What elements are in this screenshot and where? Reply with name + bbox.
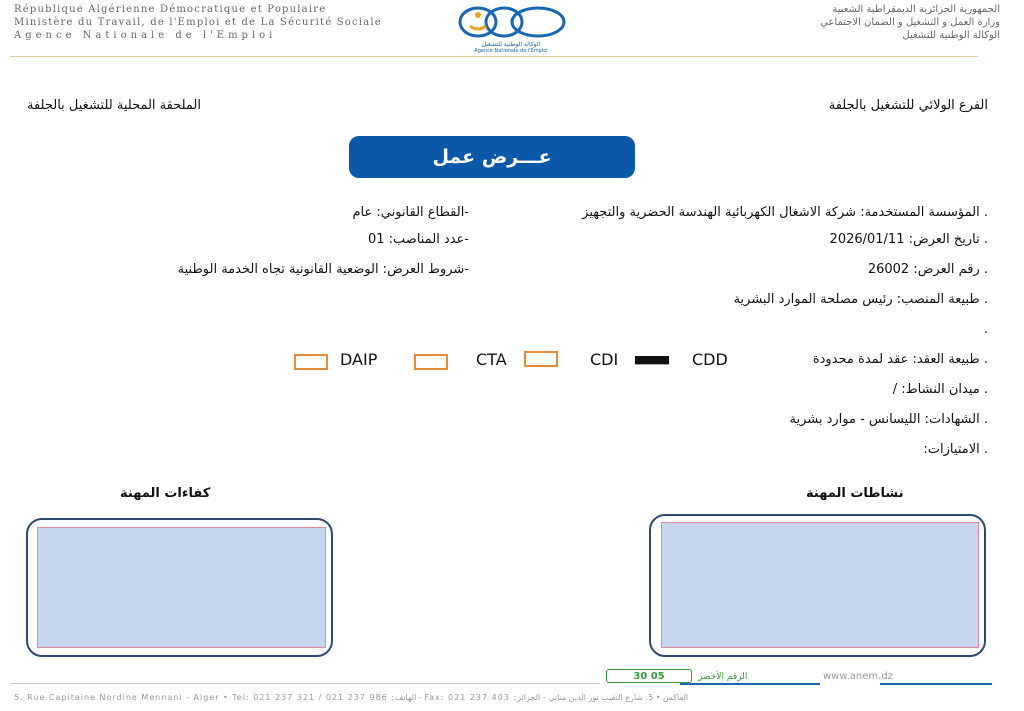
footer-line-mid: [680, 683, 820, 685]
header-ar-line-3: الوكالة الوطنية للتشغيل: [902, 30, 1000, 41]
field-position: . طبيعة المنصب: رئيس مصلحة الموارد البشرية: [733, 292, 988, 307]
field-employer: . المؤسسة المستخدمة: شركة الاشغال الكهربائية الهندسة الحضرية والتجهيز: [582, 205, 988, 220]
field-date: . تاريخ العرض: 2026/01/11: [829, 232, 988, 247]
checkbox-daip[interactable]: [294, 354, 328, 370]
contract-type-cdd: CDD: [692, 350, 728, 369]
field-offer-conditions: -شروط العرض: الوضعية القانونية تجاه الخدمة الوطنية: [177, 262, 469, 277]
contract-type-cta: CTA: [476, 350, 507, 369]
field-activity: . ميدان النشاط: /: [892, 382, 988, 397]
header-ar-line-1: الجمهورية الجزائرية الديمقراطية الشعبية: [832, 4, 1000, 15]
header-fr-line-1: République Algérienne Démocratique et Populaire: [14, 4, 327, 15]
header-fr-line-3: Agence Nationale de l'Emploi: [14, 30, 277, 41]
field-diplomas: . الشهادات: الليسانس - موارد بشرية: [789, 412, 988, 427]
activities-heading: نشاطات المهنة: [806, 486, 904, 501]
footer-line-left: [10, 683, 600, 684]
offer-title: عـــرض عمل: [349, 136, 635, 178]
footer-address: 5. Rue Capitaine Nordine Mennani - Alger • Tel: 021 237 321 / 021 237 986 :الهاتف - Fax: 021 237 403 :الفاكس • 5. شارع النقيب نور الدين مناني - الجزائر: [14, 693, 689, 702]
footer-website: www.anem.dz: [823, 671, 893, 682]
footer-line-right: [880, 683, 992, 685]
anem-logo-icon: [446, 2, 576, 42]
header-ar-line-2: وزارة العمل و التشغيل و الضمان الاجتماعي: [820, 17, 1000, 28]
checkbox-cta[interactable]: [524, 351, 558, 367]
field-number: . رقم العرض: 26002: [867, 262, 988, 277]
field-privileges: . الامتيازات:: [923, 442, 988, 457]
field-dot: .: [983, 322, 988, 337]
footer-green-number: 30 05: [606, 669, 692, 683]
field-positions-count: -عدد المناصب: 01: [367, 232, 469, 247]
footer-green-label: الرقم الأخضر: [698, 672, 748, 682]
branch-right: الفرع الولائي للتشغيل بالجلفة: [828, 98, 988, 113]
logo-caption-ar: الوكالة الوطنية للتشغيل: [481, 41, 541, 48]
contract-type-cdi: CDI: [590, 350, 619, 369]
field-legal-sector: -القطاع القانوني: عام: [352, 205, 469, 220]
contract-type-daip: DAIP: [340, 350, 378, 369]
header-divider: [10, 56, 978, 57]
activities-text-area[interactable]: [661, 522, 979, 648]
field-contract-nature: . طبيعة العقد: عقد لمدة محدودة: [812, 352, 988, 367]
branch-left: الملحقة المحلية للتشغيل بالجلفة: [27, 98, 202, 113]
header-fr-line-2: Ministère du Travail, de l'Emploi et de La Sécurité Sociale: [14, 17, 382, 28]
anem-logo: [446, 2, 576, 56]
skills-heading: كفاءات المهنة: [120, 486, 211, 501]
logo-caption-fr: Agence Nationale de l'Emploi: [474, 48, 548, 54]
checkbox-daip-left[interactable]: [414, 354, 448, 370]
skills-text-area[interactable]: [37, 527, 326, 648]
checkbox-cdi-filled[interactable]: [635, 356, 669, 365]
